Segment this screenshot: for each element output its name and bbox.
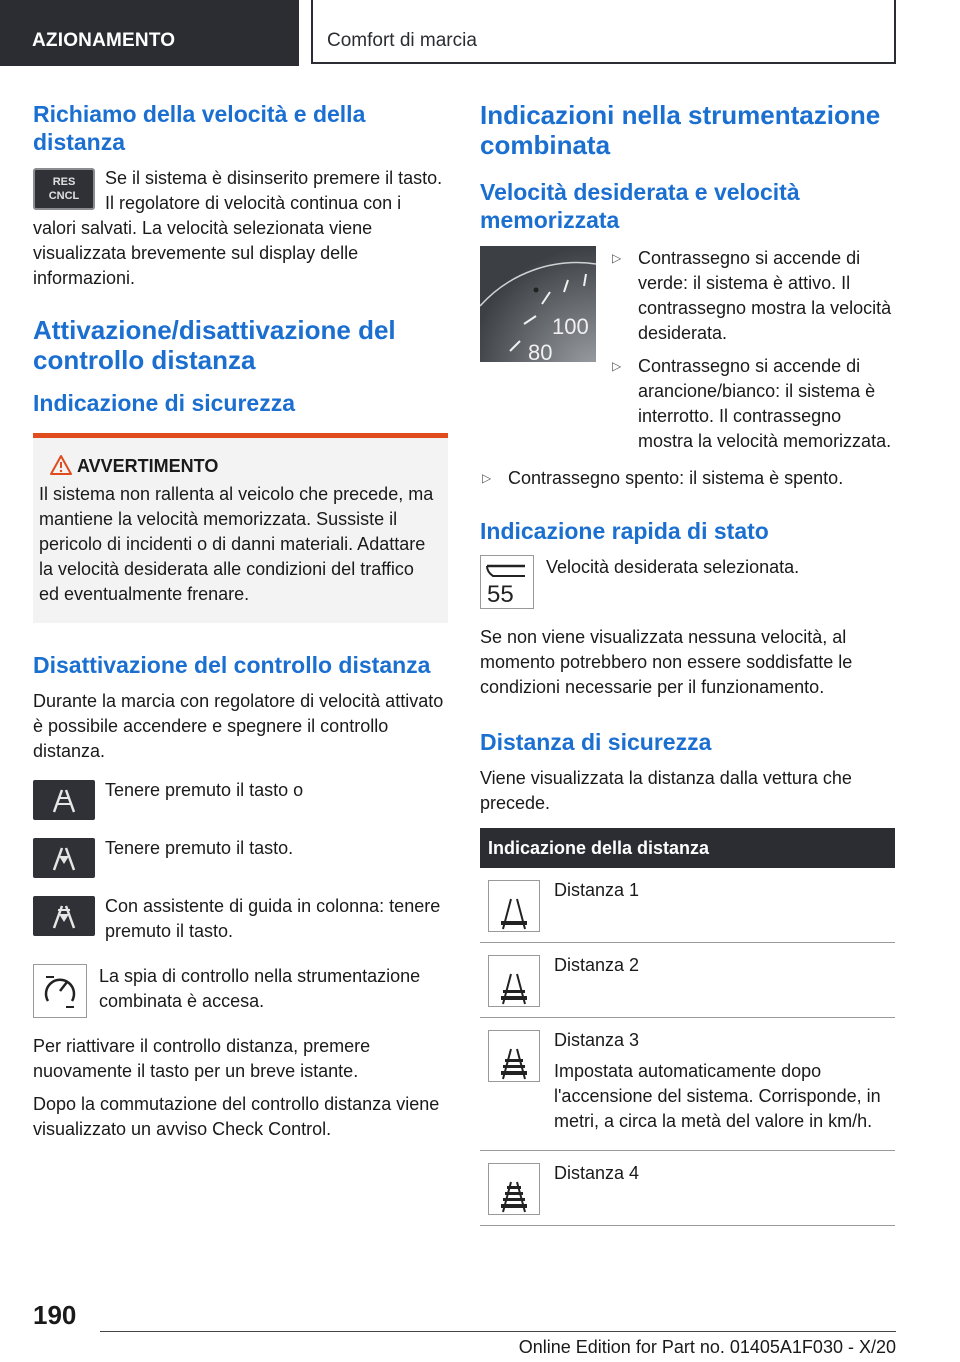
- distance-1-icon: [488, 880, 540, 932]
- page-number: 190: [33, 1300, 77, 1330]
- deactivation-heading: Disattivazione del controllo distanza: [33, 652, 431, 678]
- speed-55-icon: [480, 555, 534, 609]
- footer-divider: [100, 1331, 896, 1332]
- quick-status-row: [480, 555, 895, 609]
- no-speed-text: Se non viene visualizzata nessuna velocità, al momento potrebbero non essere soddisfatte le condizioni necessarie per il funzionamento.: [480, 627, 853, 697]
- indicator-row: [33, 964, 448, 1018]
- step-3: [33, 894, 448, 944]
- indicator-text: La spia di controllo nella strumentazione combinata è accesa.: [99, 966, 421, 1011]
- distance-3-note: Impostata automaticamente dopo l'accensione del sistema. Corrisponde, in metri, a circa la metà del valore in km/h.: [554, 1061, 881, 1131]
- speed-55-value: 55: [487, 581, 514, 608]
- distance-assist-button-icon: [33, 896, 95, 936]
- res-cncl-label: RES CNCL: [48, 176, 80, 202]
- warning-box: [33, 433, 448, 623]
- safety-distance-text: Viene visualizzata la distanza dalla vettura che precede.: [480, 768, 852, 813]
- gauge-image: [480, 246, 596, 362]
- recall-text: Se il sistema è disinserito premere il tasto. Il regolatore di velocità continua con i valori salvati. La velocità selezionata viene visualizzata brevemente sul display delle informazioni.: [33, 168, 443, 288]
- distance-table: [480, 828, 895, 1226]
- safety-heading: Indicazione di sicurezza: [33, 390, 296, 416]
- step-1: [33, 778, 448, 820]
- distance-1-label: Distanza 1: [554, 880, 640, 900]
- gauge-label-100: 100: [552, 314, 589, 339]
- speed-heading: Velocità desiderata e velocità memorizzata: [480, 179, 800, 233]
- step-3-text: Con assistente di guida in colonna: tenere premuto il tasto.: [105, 896, 441, 941]
- table-row: [480, 1018, 895, 1151]
- table-row: [480, 943, 895, 1018]
- step-2-text: Tenere premuto il tasto.: [105, 838, 294, 858]
- cluster-heading: Indicazioni nella strumentazione combinata: [480, 100, 881, 160]
- table-row: [480, 1151, 895, 1226]
- speed-bullets-2: [480, 466, 895, 491]
- bullet-interrupted: ▷ Contrassegno si accende di arancione/bianco: il sistema è interrotto. Il contrassegno mostra la velocità memorizzata.: [610, 354, 895, 454]
- distance-4-icon: [488, 1163, 540, 1215]
- gauge-label-80: 80: [528, 340, 553, 362]
- recall-heading: Richiamo della velocità e della distanza: [33, 101, 366, 155]
- footer-edition: Online Edition for Part no. 01405A1F030 - X/20: [518, 1337, 896, 1357]
- distance-down-button-icon: [33, 838, 95, 878]
- reactivate-text: Per riattivare il controllo distanza, premere nuovamente il tasto per un breve istante.: [33, 1036, 371, 1081]
- warning-triangle-icon: [49, 454, 73, 476]
- indicator-lamp-icon: [33, 964, 87, 1018]
- distance-button-icon: [33, 780, 95, 820]
- warning-text: Il sistema non rallenta al veicolo che precede, ma mantiene la velocità memorizzata. Sussiste il pericolo di incidenti o di danni materiali. Adattare la velocità desiderata alle condizioni del traffico ed eventualmente frenare.: [39, 484, 434, 604]
- warning-title: AVVERTIMENTO: [77, 456, 219, 476]
- activation-heading: Attivazione/disattivazione del controllo distanza: [33, 315, 396, 375]
- distance-3-icon: [488, 1030, 540, 1082]
- chapter-label: Comfort di marcia: [311, 0, 896, 64]
- safety-distance-heading: Distanza di sicurezza: [480, 729, 712, 755]
- bullet-off: ▷ Contrassegno spento: il sistema è spento.: [480, 466, 895, 491]
- after-switch-text: Dopo la commutazione del controllo distanza viene visualizzato un avviso Check Control.: [33, 1094, 440, 1139]
- recall-block: [33, 166, 448, 291]
- bullet-active: ▷ Contrassegno si accende di verde: il sistema è attivo. Il contrassegno mostra la velocità desiderata.: [610, 246, 895, 346]
- page-header: [0, 0, 960, 66]
- res-cncl-button-icon: [33, 168, 95, 210]
- quick-status-text: Velocità desiderata selezionata.: [546, 557, 800, 577]
- distance-table-header: Indicazione della distanza: [480, 828, 895, 868]
- table-row: [480, 868, 895, 943]
- left-column: [33, 100, 448, 1150]
- section-label: AZIONAMENTO: [0, 0, 299, 66]
- speed-block: [480, 246, 895, 462]
- distance-2-icon: [488, 955, 540, 1007]
- deactivation-text: Durante la marcia con regolatore di velocità attivato è possibile accendere e spegnere il controllo distanza.: [33, 691, 444, 761]
- speed-bullets: [610, 246, 895, 462]
- distance-3-label: Distanza 3: [554, 1030, 640, 1050]
- distance-2-label: Distanza 2: [554, 955, 640, 975]
- quick-status-heading: Indicazione rapida di stato: [480, 518, 769, 544]
- step-1-text: Tenere premuto il tasto o: [105, 780, 304, 800]
- step-2: [33, 836, 448, 878]
- distance-4-label: Distanza 4: [554, 1163, 640, 1183]
- right-column: [480, 100, 895, 1226]
